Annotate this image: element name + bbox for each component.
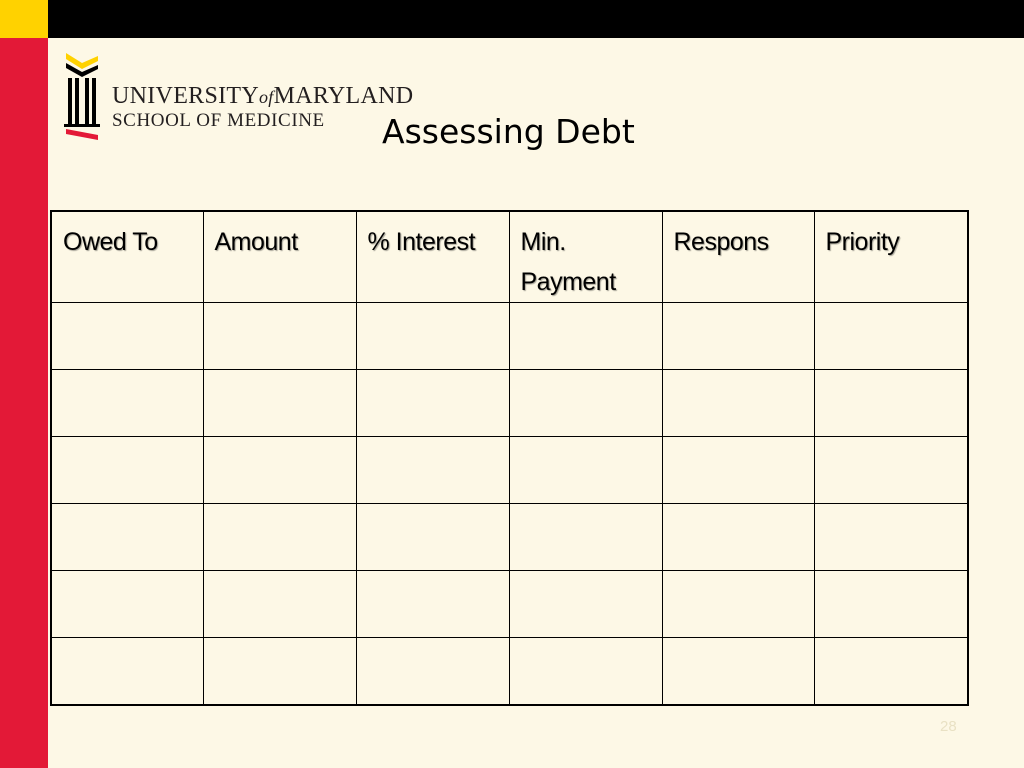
table-cell: [509, 437, 662, 504]
table-row: [51, 303, 968, 370]
table-cell: [509, 571, 662, 638]
table-cell: [203, 437, 356, 504]
table-cell: [356, 504, 509, 571]
table-cell: [203, 303, 356, 370]
dome-logo-icon: [62, 50, 106, 145]
table-cell: [51, 504, 203, 571]
table-cell: [356, 638, 509, 706]
table-row: [51, 504, 968, 571]
table-cell: [203, 571, 356, 638]
table-cell: [509, 504, 662, 571]
table-row: [51, 370, 968, 437]
top-black-bar: [48, 0, 1024, 38]
table-cell: [662, 303, 814, 370]
table-cell: [662, 437, 814, 504]
table-cell: [356, 437, 509, 504]
table-cell: [509, 638, 662, 706]
table-cell: [814, 303, 968, 370]
table-cell: [51, 437, 203, 504]
table-cell: [814, 571, 968, 638]
table-cell: [51, 370, 203, 437]
left-accent-bar: [0, 0, 48, 768]
table-cell: [662, 504, 814, 571]
table-cell: [662, 638, 814, 706]
table-cell: [814, 504, 968, 571]
slide-title: Assessing Debt: [382, 112, 635, 151]
table-cell: [51, 303, 203, 370]
debt-table: [50, 210, 969, 706]
table-cell: [662, 370, 814, 437]
column-header-owed-to: Owed To: [51, 211, 203, 303]
table-cell: [509, 370, 662, 437]
logo-text-university: UNIVERSITYofMARYLAND: [112, 83, 414, 109]
table-cell: [814, 370, 968, 437]
table-cell: [51, 638, 203, 706]
table-cell: [662, 571, 814, 638]
table-cell: [356, 370, 509, 437]
table-row: [51, 571, 968, 638]
table-cell: [356, 571, 509, 638]
column-header-respons: Respons: [662, 211, 814, 303]
table-cell: [814, 638, 968, 706]
table-cell: [203, 638, 356, 706]
column-header-interest: % Interest: [356, 211, 509, 303]
table-cell: [51, 571, 203, 638]
table-header-row: [51, 211, 968, 303]
table-cell: [814, 437, 968, 504]
column-header-priority: Priority: [814, 211, 968, 303]
logo-text-school: SCHOOL OF MEDICINE: [112, 110, 325, 131]
table-cell: [203, 370, 356, 437]
table-cell: [509, 303, 662, 370]
column-header-min-payment: Min. Payment: [509, 211, 662, 303]
university-logo: [62, 50, 422, 145]
left-gold-corner: [0, 0, 48, 38]
table-cell: [356, 303, 509, 370]
table-row: [51, 638, 968, 706]
table-row: [51, 437, 968, 504]
table-cell: [203, 504, 356, 571]
page-number: 28: [940, 718, 957, 735]
column-header-amount: Amount: [203, 211, 356, 303]
